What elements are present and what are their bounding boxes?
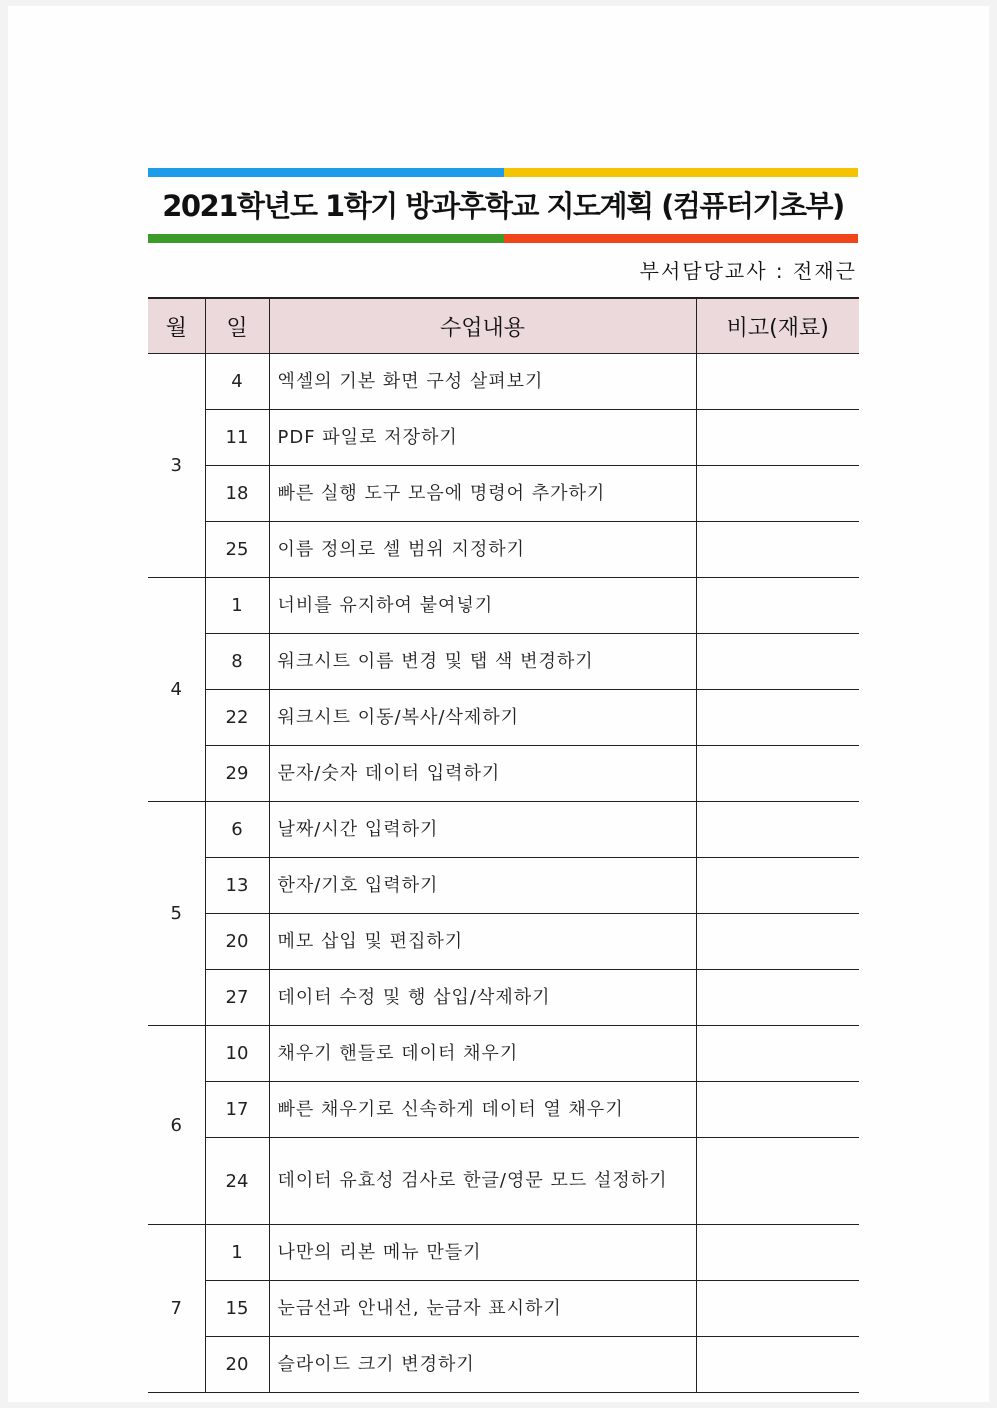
header-note: 비고(재료): [696, 298, 859, 354]
note-cell: [696, 858, 859, 914]
day-cell: 29: [205, 746, 269, 802]
table-row: [148, 690, 859, 746]
day-cell: 18: [205, 466, 269, 522]
month-cell: 4: [148, 578, 205, 802]
content-cell: 문자/숫자 데이터 입력하기: [269, 746, 696, 802]
table-row: [148, 1337, 859, 1393]
title-bar-red: [504, 234, 858, 243]
day-cell: 24: [205, 1138, 269, 1225]
table-row: [148, 634, 859, 690]
table-row: [148, 1281, 859, 1337]
table-row: [148, 1225, 859, 1281]
table-row: [148, 522, 859, 578]
header-month: 월: [148, 298, 205, 354]
day-cell: 11: [205, 410, 269, 466]
table-row: [148, 858, 859, 914]
note-cell: [696, 354, 859, 410]
content-cell: 엑셀의 기본 화면 구성 살펴보기: [269, 354, 696, 410]
note-cell: [696, 970, 859, 1026]
content-cell: 빠른 실행 도구 모음에 명령어 추가하기: [269, 466, 696, 522]
table-row: [148, 746, 859, 802]
teacher-name: 부서담당교사 : 전재근: [639, 259, 857, 283]
day-cell: 15: [205, 1281, 269, 1337]
note-cell: [696, 802, 859, 858]
title-bar-green: [148, 234, 504, 243]
table-row: [148, 970, 859, 1026]
note-cell: [696, 1138, 859, 1225]
document-title: 2021학년도 1학기 방과후학교 지도계획 (컴퓨터기초부): [162, 189, 844, 223]
header-content: 수업내용: [269, 298, 696, 354]
note-cell: [696, 1225, 859, 1281]
day-cell: 17: [205, 1082, 269, 1138]
note-cell: [696, 578, 859, 634]
content-cell: 채우기 핸들로 데이터 채우기: [269, 1026, 696, 1082]
note-cell: [696, 466, 859, 522]
note-cell: [696, 690, 859, 746]
note-cell: [696, 522, 859, 578]
content-cell: 슬라이드 크기 변경하기: [269, 1337, 696, 1393]
day-cell: 4: [205, 354, 269, 410]
note-cell: [696, 1082, 859, 1138]
day-cell: 1: [205, 1225, 269, 1281]
month-cell: 7: [148, 1225, 205, 1393]
table-row: [148, 578, 859, 634]
title-bar-blue: [148, 168, 504, 177]
content-cell: 나만의 리본 메뉴 만들기: [269, 1225, 696, 1281]
content-cell: 워크시트 이동/복사/삭제하기: [269, 690, 696, 746]
day-cell: 20: [205, 1337, 269, 1393]
table-row: [148, 1026, 859, 1082]
content-cell: 한자/기호 입력하기: [269, 858, 696, 914]
note-cell: [696, 410, 859, 466]
table-header-row: [148, 298, 859, 354]
month-cell: 5: [148, 802, 205, 1026]
day-cell: 10: [205, 1026, 269, 1082]
day-cell: 13: [205, 858, 269, 914]
note-cell: [696, 1337, 859, 1393]
table-row: [148, 410, 859, 466]
content-cell: 이름 정의로 셀 범위 지정하기: [269, 522, 696, 578]
table-row: [148, 1138, 859, 1225]
day-cell: 22: [205, 690, 269, 746]
content-cell: 너비를 유지하여 붙여넣기: [269, 578, 696, 634]
content-cell: 데이터 수정 및 행 삽입/삭제하기: [269, 970, 696, 1026]
day-cell: 25: [205, 522, 269, 578]
month-cell: 6: [148, 1026, 205, 1225]
table-row: [148, 466, 859, 522]
header-day: 일: [205, 298, 269, 354]
day-cell: 1: [205, 578, 269, 634]
table-row: [148, 1082, 859, 1138]
content-cell: 워크시트 이름 변경 및 탭 색 변경하기: [269, 634, 696, 690]
content-cell: 날짜/시간 입력하기: [269, 802, 696, 858]
note-cell: [696, 1026, 859, 1082]
day-cell: 6: [205, 802, 269, 858]
note-cell: [696, 1281, 859, 1337]
content-cell: PDF 파일로 저장하기: [269, 410, 696, 466]
table-row: [148, 802, 859, 858]
note-cell: [696, 634, 859, 690]
title-bar-yellow: [504, 168, 858, 177]
day-cell: 8: [205, 634, 269, 690]
content-cell: 메모 삽입 및 편집하기: [269, 914, 696, 970]
content-cell: 데이터 유효성 검사로 한글/영문 모드 설정하기: [269, 1138, 696, 1225]
note-cell: [696, 746, 859, 802]
table-row: [148, 354, 859, 410]
month-cell: 3: [148, 354, 205, 578]
table-row: [148, 914, 859, 970]
note-cell: [696, 914, 859, 970]
content-cell: 눈금선과 안내선, 눈금자 표시하기: [269, 1281, 696, 1337]
lesson-plan-table: [148, 297, 859, 1393]
day-cell: 20: [205, 914, 269, 970]
day-cell: 27: [205, 970, 269, 1026]
content-cell: 빠른 채우기로 신속하게 데이터 열 채우기: [269, 1082, 696, 1138]
title-banner: [148, 168, 858, 246]
